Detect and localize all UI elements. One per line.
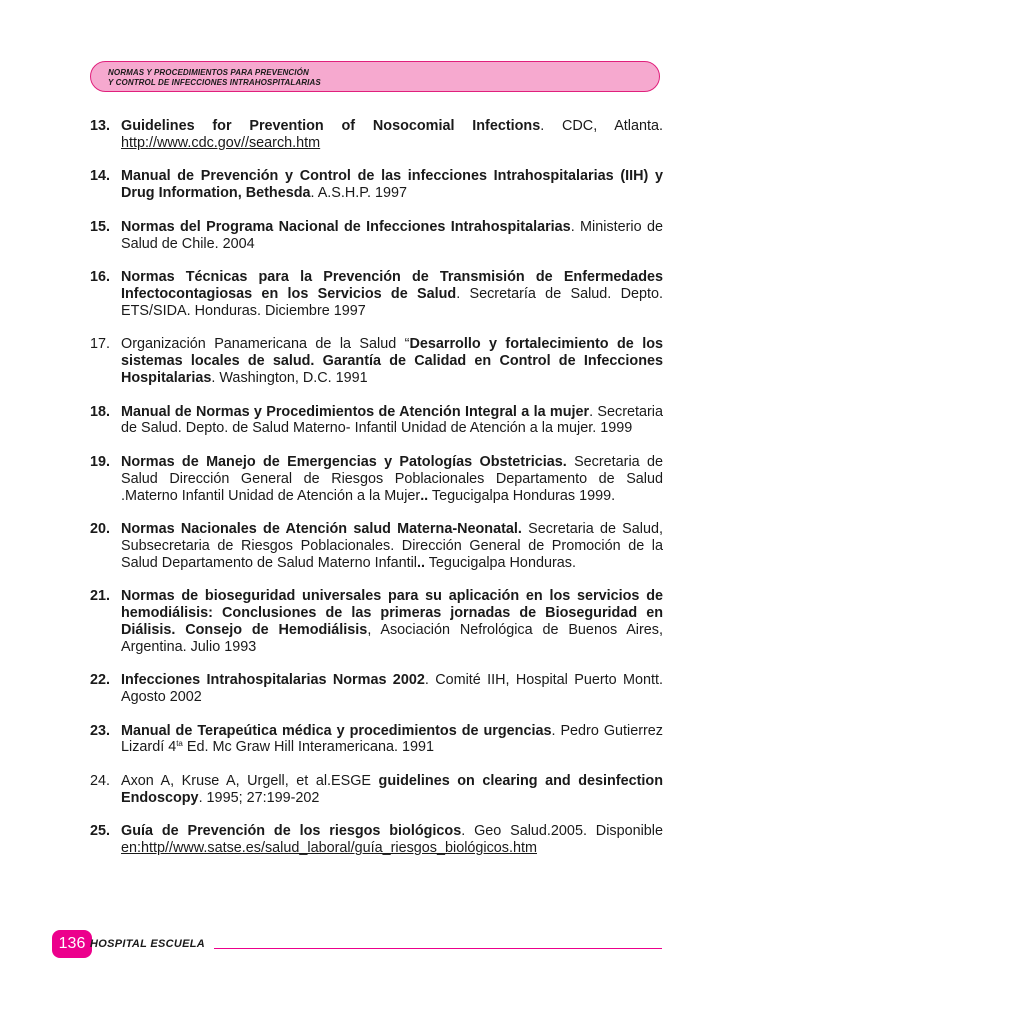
reference-detail: . A.S.H.P. 1997: [310, 185, 408, 202]
reference-title: Infecciones Intrahospitalarias Normas 2002: [121, 672, 425, 689]
reference-item: [90, 588, 663, 655]
running-header-line-2: Y CONTROL DE INFECCIONES INTRAHOSPITALARIAS: [108, 77, 321, 87]
reference-text: [121, 454, 663, 504]
page-number-badge: [52, 930, 92, 958]
reference-text: [121, 219, 663, 253]
reference-detail: Tegucigalpa Honduras.: [425, 554, 576, 571]
reference-detail: . 1995; 27:199-202: [198, 789, 320, 806]
reference-title: guidelines on clearing and desinfection Endoscopy: [121, 773, 663, 806]
reference-title: Manual de Prevención y Control de las infecciones Intrahospitalarias (IIH) y Drug Information, Bethesda: [121, 168, 663, 202]
reference-link[interactable]: en:http//www.sat: [121, 840, 227, 857]
reference-detail: . Pedro Gutierrez Lizardí 4: [121, 722, 664, 756]
reference-number: 25.: [90, 823, 111, 840]
reference-detail: . Comité IIH, Hospital Puerto Montt. Agosto 2002: [121, 672, 663, 706]
reference-number: 23.: [90, 722, 111, 739]
reference-item: [90, 219, 663, 253]
reference-text: [121, 168, 663, 202]
reference-detail: , Asociación Nefrológica de Buenos Aires, Argentina. Julio 1993: [121, 621, 663, 655]
reference-number: 13.: [90, 118, 111, 134]
footer-label: HOSPITAL ESCUELA: [90, 938, 206, 950]
reference-title: Desarrollo y fortalecimiento de los sistemas locales de salud. Garantía de Calidad en Control de Infecciones Hospitalarias: [121, 336, 663, 386]
reference-detail: . CDC, Atlanta.: [540, 118, 663, 134]
reference-detail: Ed. Mc Graw Hill Interamericana. 1991: [182, 739, 435, 756]
reference-number: 24.: [90, 773, 111, 790]
reference-detail: Secretaria de Salud, Subsecretaria de Riesgos Poblacionales. Dirección General de Promoción de la Salud Departamento de Salud Materno Infantil: [121, 521, 663, 571]
reference-number: 19.: [90, 453, 111, 470]
reference-text: [121, 672, 663, 706]
reference-item: [90, 823, 663, 857]
reference-detail: . Secretaria de Salud. Depto. de Salud Materno- Infantil Unidad de Atención a la mujer. 1999: [121, 403, 663, 437]
reference-title: Guidelines for Prevention of Nosocomial Infections: [121, 118, 541, 134]
reference-list: [90, 118, 663, 874]
reference-number: 17.: [90, 336, 111, 353]
running-header-text: [108, 68, 321, 87]
reference-detail: Tegucigalpa Honduras 1999.: [428, 487, 616, 504]
reference-detail: . Geo Salud.2005. Disponible: [461, 823, 663, 840]
reference-text: [121, 521, 663, 571]
reference-number: 14.: [90, 168, 111, 185]
reference-item: [90, 269, 663, 319]
reference-number: 15.: [90, 218, 111, 235]
reference-title: Guía de Prevención de los riesgos biológicos: [121, 823, 462, 840]
reference-text: [121, 823, 663, 857]
reference-link[interactable]: se.es/salud_laboral/guía_riesgos_biológicos.htm: [226, 840, 537, 857]
reference-detail: Axon A, Kruse A, Urgell, et al.ESGE: [121, 773, 379, 790]
reference-title: ..: [420, 487, 429, 504]
reference-item: [90, 672, 663, 706]
reference-title: Normas Nacionales de Atención salud Materna-Neonatal.: [121, 521, 522, 538]
reference-item: [90, 118, 663, 152]
reference-title: Normas de Manejo de Emergencias y Patologías Obstetricias.: [121, 453, 567, 470]
reference-title: Manual de Normas y Procedimientos de Atención Integral a la mujer: [121, 403, 590, 420]
reference-item: [90, 336, 663, 386]
reference-text: [121, 118, 663, 152]
reference-item: [90, 404, 663, 438]
reference-superscript: ta: [176, 739, 183, 749]
reference-link[interactable]: http://www.cdc.gov//search.htm: [121, 134, 321, 151]
reference-detail: Secretaria de Salud Dirección General de Riesgos Poblacionales Departamento de Salud .Materno Infantil Unidad de Atención a la Mujer: [121, 453, 664, 504]
reference-number: 20.: [90, 521, 111, 538]
running-header: [90, 61, 660, 92]
reference-title: Normas Técnicas para la Prevención de Transmisión de Enfermedades Infectocontagiosas en los Servicios de Salud: [121, 269, 663, 302]
reference-text: [121, 404, 663, 438]
reference-number: 18.: [90, 403, 111, 420]
reference-detail: Organización Panamericana de la Salud “: [121, 336, 410, 353]
reference-number: 22.: [90, 672, 111, 689]
reference-text: [121, 336, 663, 386]
reference-detail: . Ministerio de Salud de Chile. 2004: [121, 218, 664, 252]
running-header-line-1: NORMAS Y PROCEDIMIENTOS PARA PREVENCIÓN: [108, 68, 309, 77]
reference-item: [90, 168, 663, 202]
reference-item: [90, 521, 663, 571]
reference-text: [121, 588, 663, 655]
reference-detail: . Secretaría de Salud. Depto. ETS/SIDA. Honduras. Diciembre 1997: [121, 285, 663, 319]
reference-item: [90, 723, 663, 757]
reference-detail: . Washington, D.C. 1991: [211, 369, 368, 386]
reference-title: Normas de bioseguridad universales para su aplicación en los servicios de hemodiálisis: Conclusiones de las primeras jornadas de Bioseguridad en Diálisis. Consejo de Hemodiálisis: [121, 588, 663, 638]
page-number: 136: [58, 935, 86, 952]
reference-title: ..: [417, 554, 425, 571]
reference-item: [90, 773, 663, 807]
reference-number: 21.: [90, 588, 111, 605]
reference-text: [121, 269, 663, 319]
reference-number: 16.: [90, 269, 111, 286]
reference-item: [90, 454, 663, 504]
reference-title: Manual de Terapeútica médica y procedimientos de urgencias: [121, 722, 552, 739]
reference-text: [121, 723, 663, 757]
reference-title: Normas del Programa Nacional de Infecciones Intrahospitalarias: [121, 218, 571, 235]
reference-text: [121, 773, 663, 807]
footer-rule: [214, 948, 662, 949]
